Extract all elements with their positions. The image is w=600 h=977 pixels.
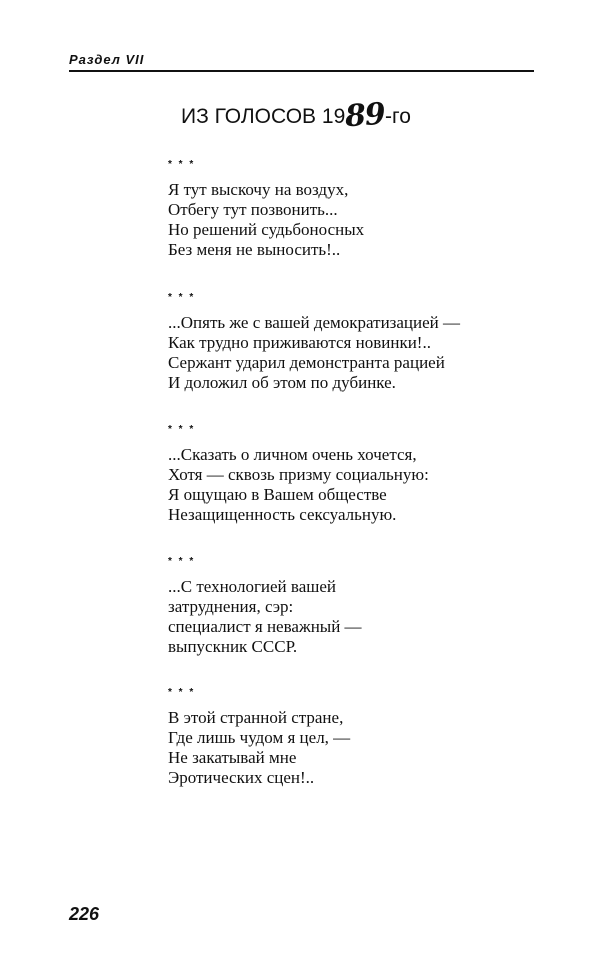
poem-line: выпускник СССР. [168,637,298,656]
poem-1 [168,158,364,260]
poem-line: ...Опять же с вашей демократизацией — [168,313,461,332]
poem-line: специалист я неважный — [168,617,362,636]
poem-4 [168,555,362,657]
stars-separator: * * * [168,292,196,303]
header-rule [69,70,534,72]
title-prefix: ИЗ ГОЛОСОВ 19 [181,105,346,128]
stars-separator: * * * [168,687,196,698]
poem-line: Эротических сцен!.. [168,768,315,787]
poem-5 [168,686,350,788]
running-head: Раздел VII [69,52,145,67]
poem-line: Незащищенность сексуальную. [168,505,397,524]
poem-line: Хотя — сквозь призму социальную: [168,465,429,484]
title-handwritten-year: 89 [344,96,387,135]
poem-2 [168,291,460,393]
poem-line: Я ощущаю в Вашем обществе [168,485,387,504]
poem-line: Где лишь чудом я цел, — [168,728,351,747]
poem-3 [168,423,429,525]
poem-line: Я тут выскочу на воздух, [168,180,349,199]
poem-line: затруднения, сэр: [168,597,294,616]
stars-separator: * * * [168,159,196,170]
poem-line: В этой странной стране, [168,708,344,727]
poem-line: Без меня не выносить!.. [168,240,341,259]
poem-line: ...С технологией вашей [168,577,336,596]
poem-line: ...Сказать о личном очень хочется, [168,445,417,464]
poem-line: И доложил об этом по дубинке. [168,373,396,392]
stars-separator: * * * [168,424,196,435]
poem-line: Отбегу тут позвонить... [168,200,338,219]
stars-separator: * * * [168,556,196,567]
poem-line: Но решений судьбоносных [168,220,365,239]
page-number: 226 [69,904,100,924]
title-suffix: -го [385,105,411,128]
poem-line: Как трудно приживаются новинки!.. [168,333,431,352]
poem-line: Сержант ударил демонстранта рацией [168,353,445,372]
poem-line: Не закатывай мне [168,748,297,767]
page-title [181,96,411,135]
